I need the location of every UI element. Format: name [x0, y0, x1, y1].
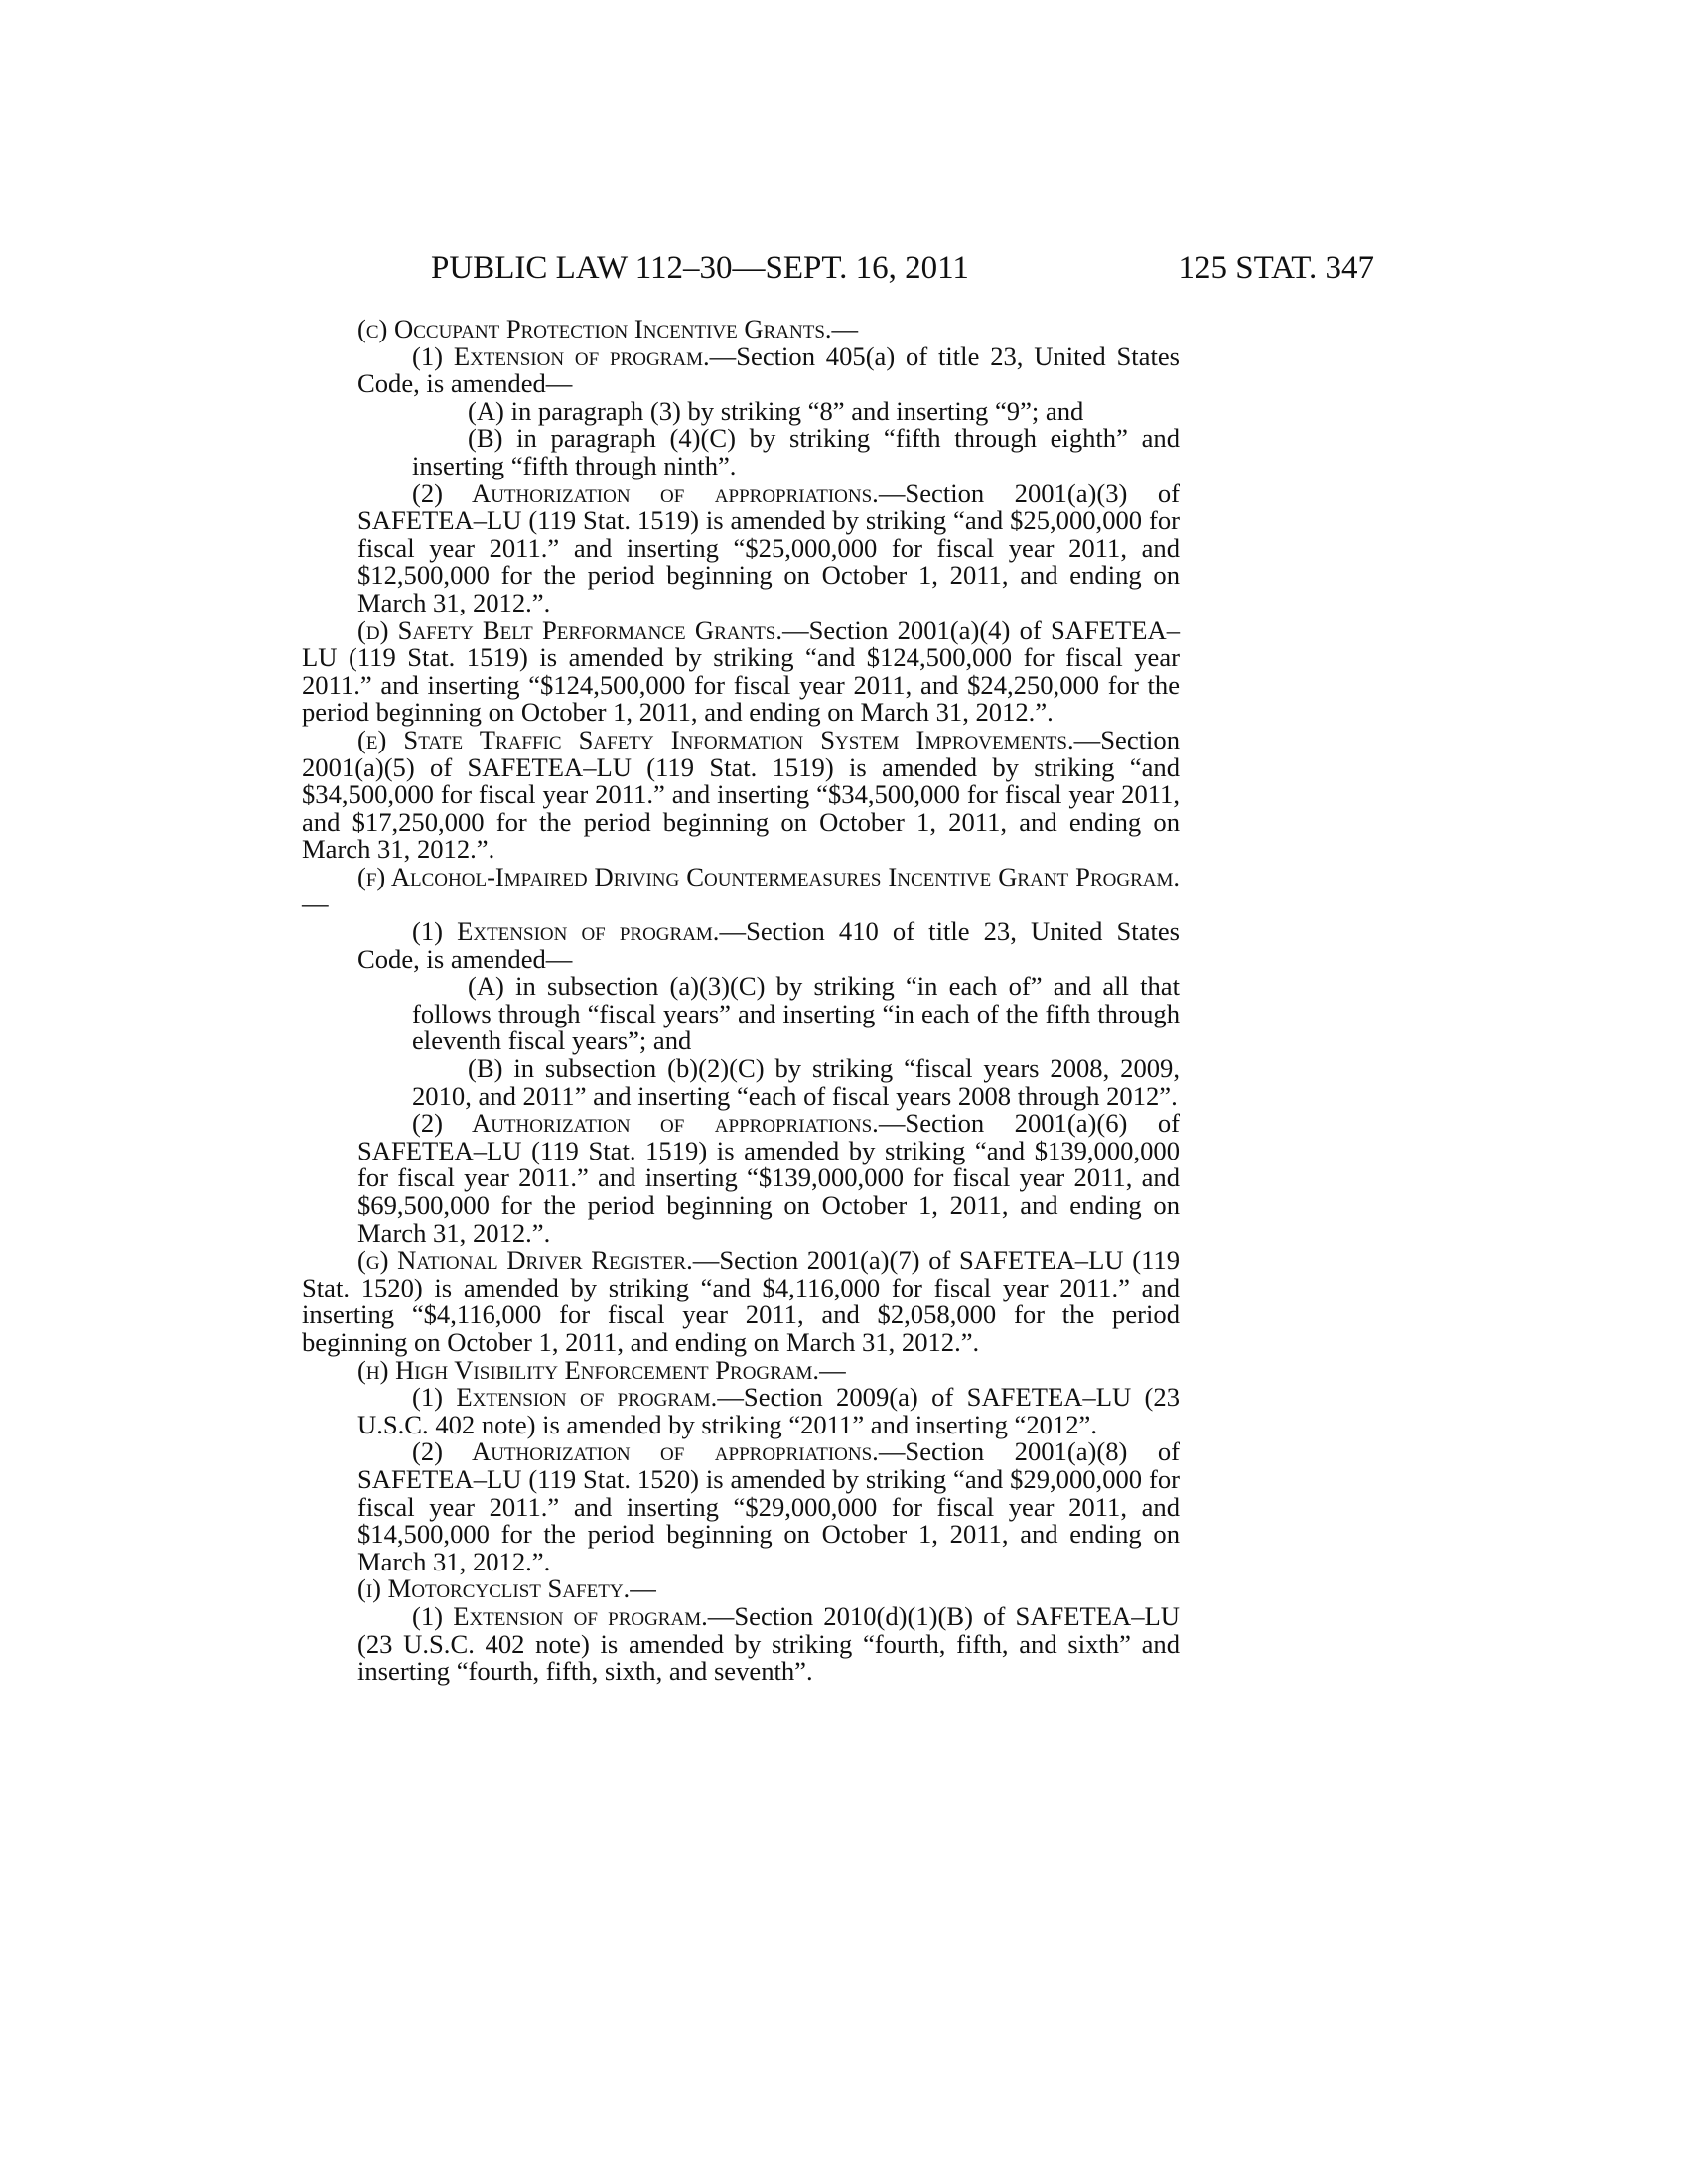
paragraph-text: —Section 2010(d)(1)(B) of SAFETEA–LU (23 U.S.C. 402 note) is amended by striking “fourth, fifth, and sixth” and inserting “fourth, fifth, sixth, and seventh”. [357, 1600, 1180, 1687]
paragraph-level-3 [302, 425, 1180, 479]
paragraph-text: (B) in subsection (b)(2)(C) by striking “fiscal years 2008, 2009, 2010, and 2011” and inserting “each of fiscal years 2008 through 2012”. [412, 1053, 1180, 1111]
paragraph-level-2 [302, 1438, 1180, 1575]
paragraph-level-2 [302, 918, 1180, 973]
paragraph-level-1 [302, 614, 1180, 728]
paragraph-level-1 [302, 1575, 1180, 1603]
paragraph-heading: (2) Authorization of appropriations. [412, 1436, 879, 1467]
paragraph-heading: (f) Alcohol-Impaired Driving Countermeasures Incentive Grant Program.— [302, 861, 1180, 919]
paragraph-text: —Section 2009(a) of SAFETEA–LU (23 U.S.C. 402 note) is amended by striking “2011” and inserting “2012”. [357, 1382, 1180, 1439]
paragraph-level-2 [302, 480, 1180, 617]
paragraph-heading: (e) State Traffic Safety Information System Improvements. [357, 724, 1074, 754]
paragraph-level-1 [302, 1247, 1180, 1356]
paragraph-text: —Section 405(a) of title 23, United States Code, is amended— [357, 341, 1180, 399]
paragraph-heading: (2) Authorization of appropriations. [412, 1108, 879, 1139]
paragraph-heading: (h) High Visibility Enforcement Program.— [357, 1354, 846, 1385]
statute-page-number: 125 STAT. 347 [1178, 250, 1374, 286]
paragraph-text: —Section 2001(a)(6) of SAFETEA–LU (119 Stat. 1519) is amended by striking “and $139,000,000 for fiscal year 2011.” and inserting “$139,000,000 for fiscal year 2011, and $69,500,000 for the period beginning on October 1, 2011, and ending on March 31, 2012.”. [357, 1108, 1180, 1248]
paragraph-text: —Section 2001(a)(5) of SAFETEA–LU (119 Stat. 1519) is amended by striking “and $34,500,000 for fiscal year 2011.” and inserting “$34,500,000 for fiscal year 2011, and $17,250,000 for the period beginning on October 1, 2011, and ending on March 31, 2012.”. [302, 724, 1180, 865]
paragraph-text: (A) in subsection (a)(3)(C) by striking “in each of” and all that follows through “fiscal years” and inserting “in each of the fifth through eleventh fiscal years”; and [412, 971, 1180, 1056]
paragraph-text: (B) in paragraph (4)(C) by striking “fifth through eighth” and inserting “fifth through ninth”. [412, 423, 1180, 480]
paragraph-text: —Section 410 of title 23, United States Code, is amended— [357, 916, 1180, 974]
page-header [431, 248, 1374, 288]
paragraph-level-3 [302, 1055, 1180, 1110]
paragraph-heading: (c) Occupant Protection Incentive Grants.— [357, 314, 859, 343]
paragraph-level-1 [302, 861, 1180, 919]
paragraph-heading: (g) National Driver Register. [357, 1245, 693, 1276]
paragraph-level-1 [302, 1354, 1180, 1385]
paragraph-heading: (1) Extension of program. [412, 1600, 708, 1631]
paragraph-level-2 [302, 1600, 1180, 1687]
paragraph-text: —Section 2001(a)(7) of SAFETEA–LU (119 Stat. 1520) is amended by striking “and $4,116,000 for fiscal year 2011.” and inserting “$4,116,000 for fiscal year 2011, and $2,058,000 for the period beginning on October 1, 2011, and ending on March 31, 2012.”. [302, 1245, 1180, 1357]
document-body [302, 316, 1180, 1686]
paragraph-text: —Section 2001(a)(4) of SAFETEA–LU (119 Stat. 1519) is amended by striking “and $124,500,000 for fiscal year 2011.” and inserting “$124,500,000 for fiscal year 2011, and $24,250,000 for the period beginning on October 1, 2011, and ending on March 31, 2012.”. [302, 614, 1180, 728]
paragraph-level-2 [302, 1384, 1180, 1438]
public-law-citation: PUBLIC LAW 112–30—SEPT. 16, 2011 [431, 250, 969, 286]
paragraph-level-2 [302, 1110, 1180, 1247]
paragraph-heading: (2) Authorization of appropriations. [412, 478, 879, 508]
paragraph-level-3 [302, 973, 1180, 1055]
paragraph-text: —Section 2001(a)(8) of SAFETEA–LU (119 Stat. 1520) is amended by striking “and $29,000,000 for fiscal year 2011.” and inserting “$29,000,000 for fiscal year 2011, and $14,500,000 for the period beginning on October 1, 2011, and ending on March 31, 2012.”. [357, 1436, 1180, 1576]
paragraph-heading: (1) Extension of program. [412, 916, 720, 947]
paragraph-heading: (i) Motorcyclist Safety.— [357, 1573, 656, 1604]
paragraph-level-1 [302, 316, 1180, 343]
paragraph-text: (A) in paragraph (3) by striking “8” and inserting “9”; and [468, 395, 1084, 426]
paragraph-level-1 [302, 724, 1180, 865]
paragraph-level-3 [302, 395, 1180, 426]
paragraph-heading: (1) Extension of program. [412, 1382, 718, 1413]
paragraph-text: —Section 2001(a)(3) of SAFETEA–LU (119 Stat. 1519) is amended by striking “and $25,000,000 for fiscal year 2011.” and inserting “$25,000,000 for fiscal year 2011, and $12,500,000 for the period beginning on October 1, 2011, and ending on March 31, 2012.”. [357, 478, 1180, 617]
paragraph-heading: (1) Extension of program. [412, 341, 710, 371]
paragraph-level-2 [302, 343, 1180, 398]
paragraph-heading: (d) Safety Belt Performance Grants. [357, 614, 783, 645]
